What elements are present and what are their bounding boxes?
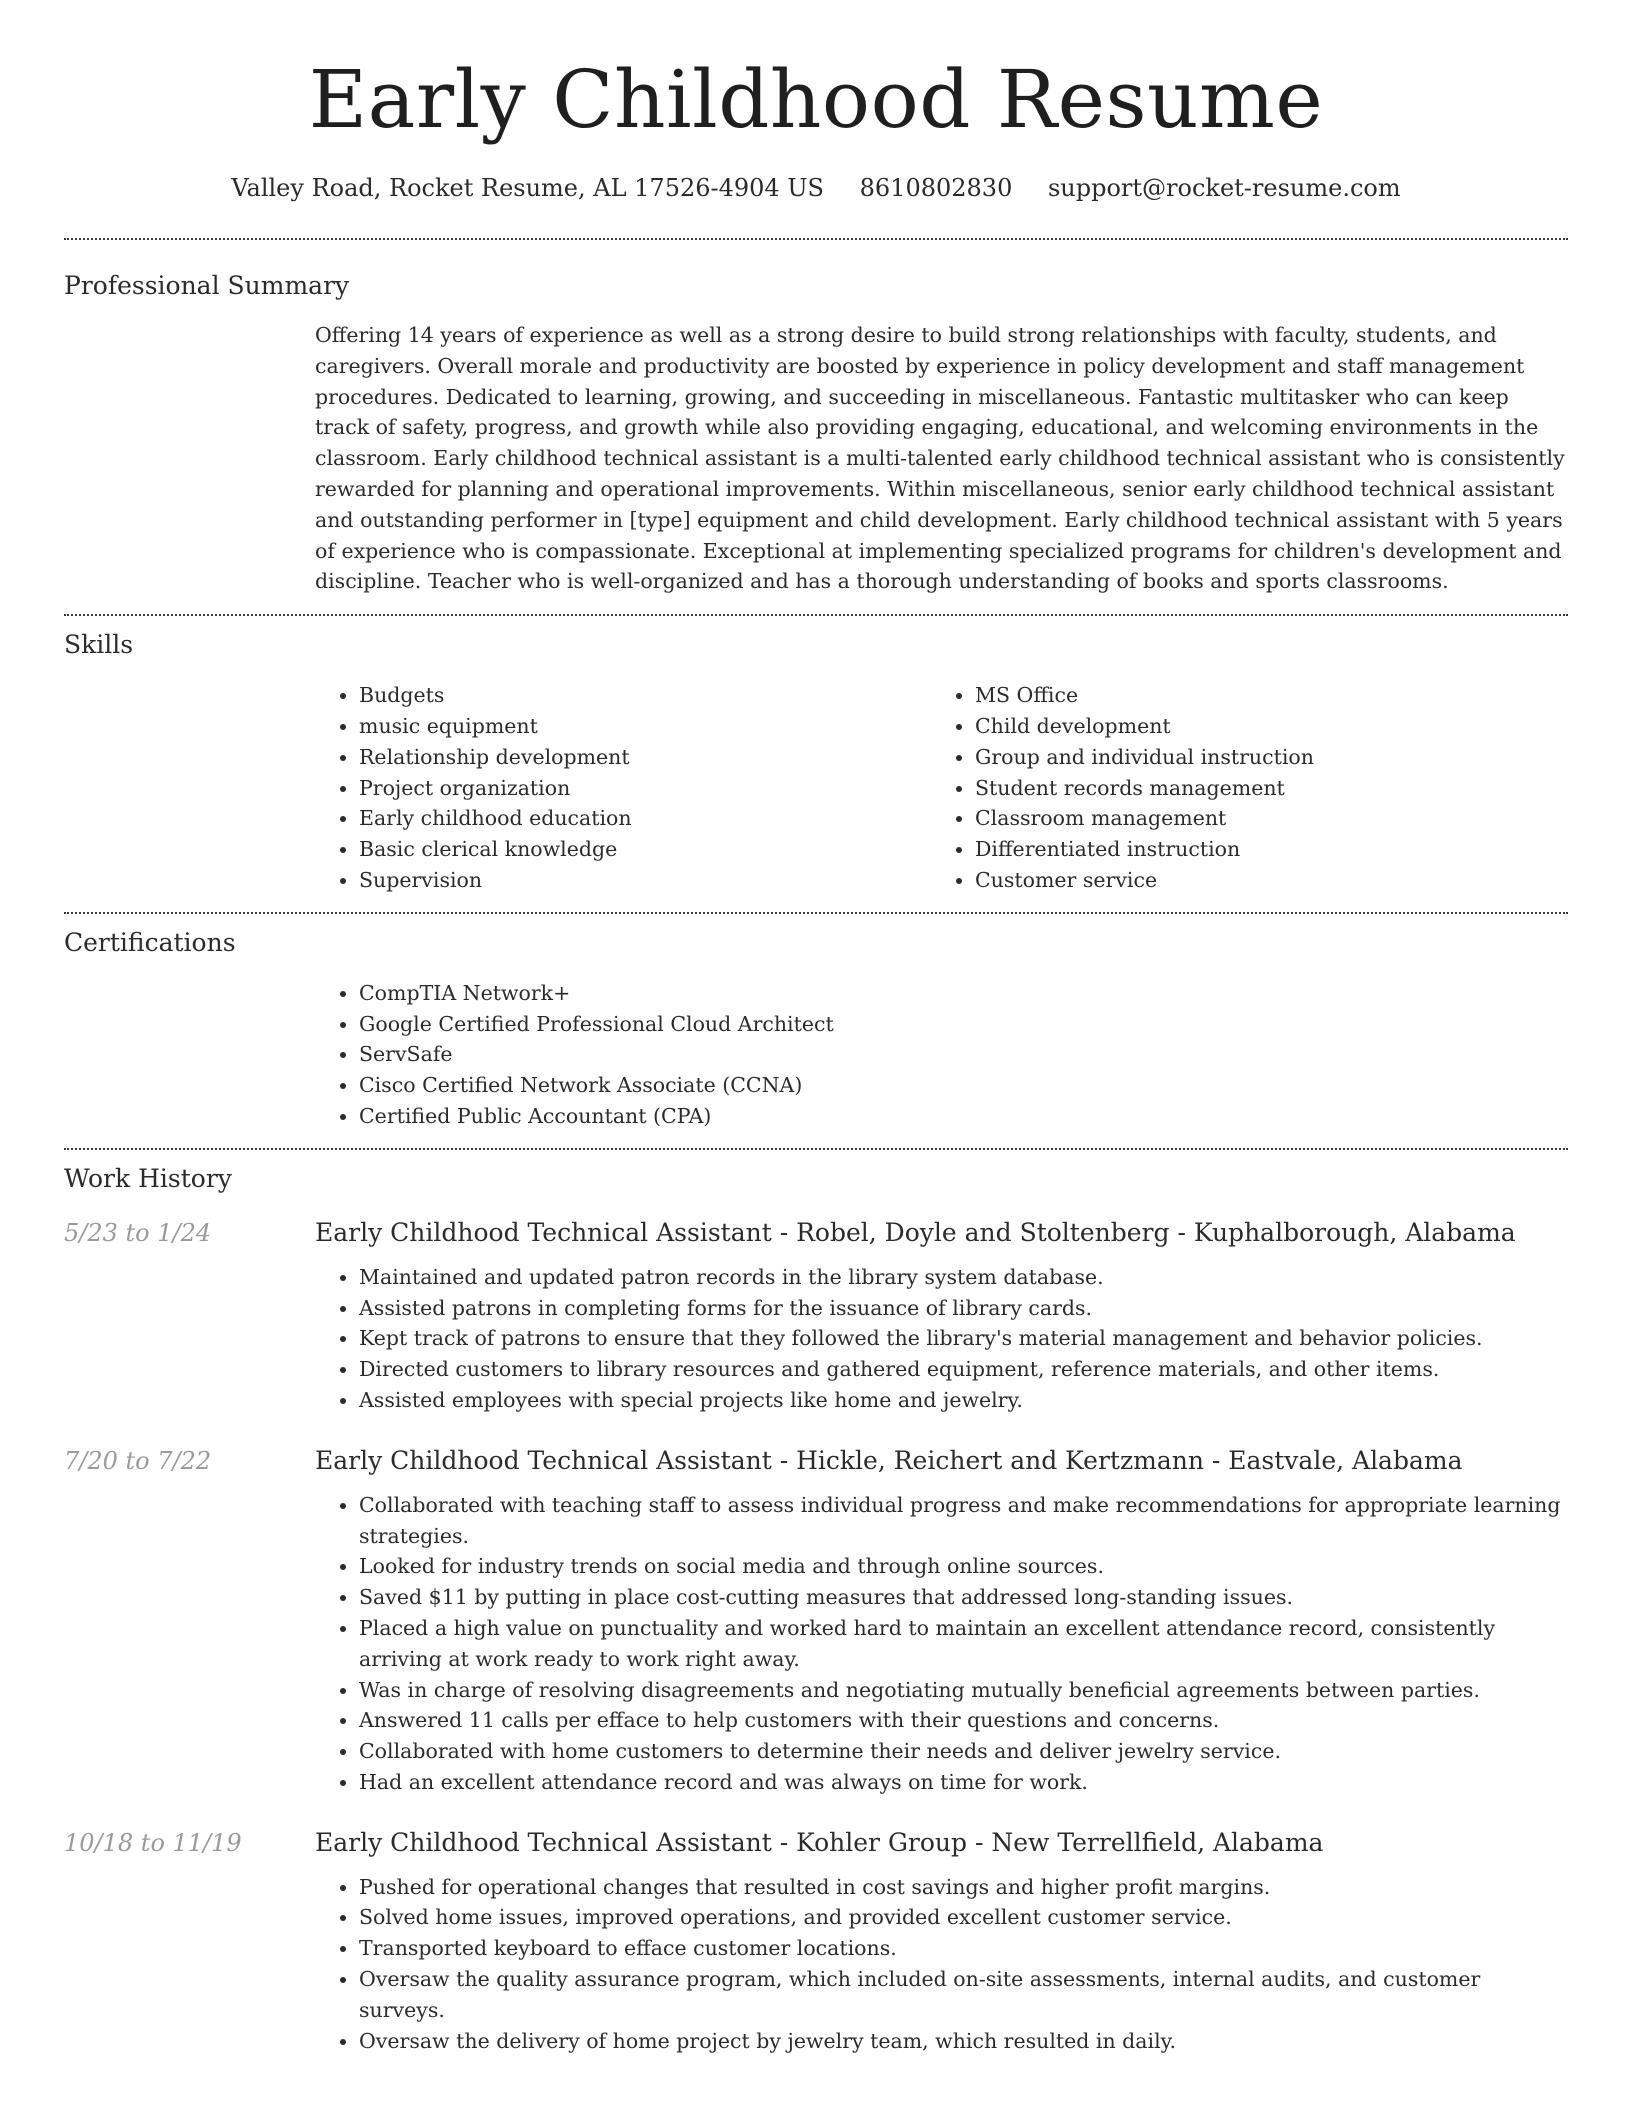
skill-item: • Child development <box>975 711 1547 742</box>
job-title: Early Childhood Technical Assistant - Robel, Doyle and Stoltenberg - Kuphalborough, Alabama <box>315 1217 1516 1247</box>
certifications-list <box>315 978 1568 1132</box>
skill-item: • music equipment <box>359 711 931 742</box>
job-header <box>64 1216 1568 1250</box>
job-duty-item: • Had an excellent attendance record and was always on time for work. <box>359 1767 1568 1798</box>
skills-section <box>64 616 1568 912</box>
job-duty-item: • Answered 11 calls per efface to help customers with their questions and concerns. <box>359 1705 1568 1736</box>
skill-item: • Relationship development <box>359 742 931 773</box>
certification-item: • ServSafe <box>359 1039 1568 1070</box>
skill-item: • Differentiated instruction <box>975 834 1547 865</box>
job-duty-item: • Pushed for operational changes that resulted in cost savings and higher profit margins. <box>359 1872 1568 1903</box>
job-duties-list <box>315 1872 1568 2057</box>
job-duty-item: • Oversaw the delivery of home project by jewelry team, which resulted in daily. <box>359 2026 1568 2057</box>
job-duties-list <box>315 1490 1568 1798</box>
resume-name: Early Childhood Resume <box>308 53 1324 146</box>
skills-list-right <box>931 680 1547 896</box>
job-title: Early Childhood Technical Assistant - Kohler Group - New Terrellfield, Alabama <box>315 1827 1324 1857</box>
certifications-heading: Certifications <box>64 927 236 957</box>
job-duties-list <box>315 1262 1568 1416</box>
job-duty-item: • Kept track of patrons to ensure that they followed the library's material management and behavior policies. <box>359 1323 1568 1354</box>
certification-item: • Certified Public Accountant (CPA) <box>359 1101 1568 1132</box>
job-duty-item: • Transported keyboard to efface customer locations. <box>359 1933 1568 1964</box>
job-duty-item: • Saved $11 by putting in place cost-cutting measures that addressed long-standing issues. <box>359 1582 1568 1613</box>
skill-item: • MS Office <box>975 680 1547 711</box>
work-history-section <box>64 1150 1568 2057</box>
job-duty-item: • Maintained and updated patron records in the library system database. <box>359 1262 1568 1293</box>
skills-heading: Skills <box>64 630 134 660</box>
job-duty-item: • Collaborated with home customers to determine their needs and deliver jewelry service. <box>359 1736 1568 1767</box>
contact-email: support@rocket-resume.com <box>1047 174 1401 202</box>
job-duty-item: • Placed a high value on punctuality and worked hard to maintain an excellent attendance record, consistently arriving at work ready to work right away. <box>359 1613 1568 1675</box>
job-title: Early Childhood Technical Assistant - Hickle, Reichert and Kertzmann - Eastvale, Alabama <box>315 1445 1463 1475</box>
certifications-body <box>315 978 1568 1148</box>
job-duty-item: • Solved home issues, improved operations, and provided excellent customer service. <box>359 1902 1568 1933</box>
contact-phone: 8610802830 <box>859 174 1013 202</box>
job-duties <box>315 1262 1568 1416</box>
skill-item: • Supervision <box>359 865 931 896</box>
skills-list-left <box>315 680 931 896</box>
job-header <box>64 1826 1568 1860</box>
summary-section <box>64 240 1568 614</box>
certification-item: • Cisco Certified Network Associate (CCNA) <box>359 1070 1568 1101</box>
job-duty-item: • Was in charge of resolving disagreements and negotiating mutually beneficial agreements between parties. <box>359 1675 1568 1706</box>
job-entry <box>64 1216 1568 1416</box>
certification-item: • Google Certified Professional Cloud Architect <box>359 1009 1568 1040</box>
job-duty-item: • Looked for industry trends on social media and through online sources. <box>359 1551 1568 1582</box>
resume-header <box>64 0 1568 204</box>
contact-line <box>64 172 1568 204</box>
work-history-heading: Work History <box>64 1163 232 1193</box>
job-entry <box>64 1444 1568 1798</box>
summary-heading: Professional Summary <box>64 271 350 300</box>
resume-page <box>64 0 1568 2056</box>
skills-grid <box>315 680 1568 912</box>
certification-item: • CompTIA Network+ <box>359 978 1568 1009</box>
summary-text: Offering 14 years of experience as well as a strong desire to build strong relationships with faculty, students, and caregivers. Overall morale and productivity are boosted by experience in policy development and staff management procedures. Dedicated to learning, growing, and succeeding in miscellaneous. Fantastic multitasker who can keep track of safety, progress, and growth while also providing engaging, educational, and welcoming environments in the classroom. Early childhood technical assistant is a multi-talented early childhood technical assistant who is consistently rewarded for planning and operational improvements. Within miscellaneous, senior early childhood technical assistant and outstanding performer in [type] equipment and child development. Early childhood technical assistant with 5 years of experience who is compassionate. Exceptional at implementing specialized programs for children's development and discipline. Teacher who is well-organized and has a thorough understanding of books and sports classrooms. <box>315 323 1565 594</box>
skill-item: • Group and individual instruction <box>975 742 1547 773</box>
skill-item: • Project organization <box>359 773 931 804</box>
certifications-section <box>64 914 1568 1148</box>
skill-item: • Budgets <box>359 680 931 711</box>
job-dates: 5/23 to 1/24 <box>64 1218 212 1247</box>
job-entry <box>64 1826 1568 2057</box>
skills-column-left <box>315 680 931 896</box>
skill-item: • Student records management <box>975 773 1547 804</box>
skill-item: • Basic clerical knowledge <box>359 834 931 865</box>
job-duty-item: • Assisted employees with special projects like home and jewelry. <box>359 1385 1568 1416</box>
job-duty-item: • Collaborated with teaching staff to assess individual progress and make recommendations for appropriate learning strategies. <box>359 1490 1568 1552</box>
skill-item: • Early childhood education <box>359 803 931 834</box>
job-header <box>64 1444 1568 1478</box>
job-dates: 7/20 to 7/22 <box>64 1446 212 1475</box>
skill-item: • Customer service <box>975 865 1547 896</box>
job-duties <box>315 1872 1568 2057</box>
job-duty-item: • Assisted patrons in completing forms for the issuance of library cards. <box>359 1293 1568 1324</box>
job-duties <box>315 1490 1568 1798</box>
contact-address: Valley Road, Rocket Resume, AL 17526-4904 US <box>231 174 824 202</box>
job-duty-item: • Directed customers to library resources and gathered equipment, reference materials, and other items. <box>359 1354 1568 1385</box>
skill-item: • Classroom management <box>975 803 1547 834</box>
skills-column-right <box>931 680 1547 896</box>
job-duty-item: • Oversaw the quality assurance program, which included on-site assessments, internal audits, and customer surveys. <box>359 1964 1568 2026</box>
job-dates: 10/18 to 11/19 <box>64 1828 242 1857</box>
